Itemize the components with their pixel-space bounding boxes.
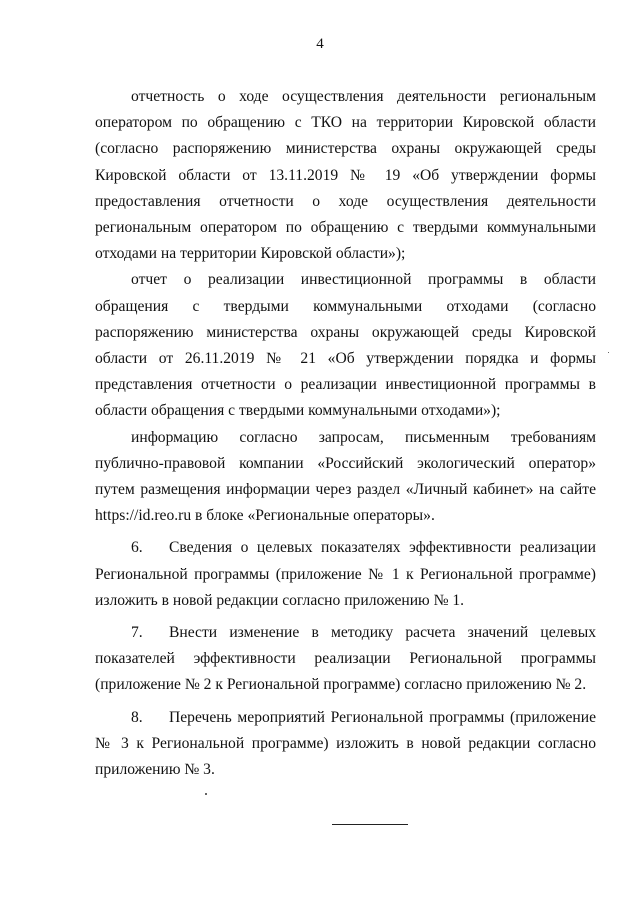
paragraph-investment-report: отчет о реализации инвестиционной программы в области обращения с твердыми коммунальными отходами (согласно распоряжению министерства охраны окружающей среды Кировской области от 26.11.2019 № 21 «Об утверждении порядка и формы представления отчетности о реализации инвестиционной программы в области обращения с твердыми коммунальными отходами»); — [95, 271, 596, 420]
list-item-number: 6. — [131, 539, 143, 557]
paragraph-reo-information: информацию согласно запросам, письменным требованиям публично-правовой компании «Российский экологический оператор» путем размещения информации через раздел «Личный кабинет» на сайте https://id.reo.ru в блоке «Региональные операторы». — [95, 428, 596, 525]
list-item-text: Сведения о целевых показателях эффективности реализации Региональной программы (приложение № 1 к Региональной программе) изложить в новой редакции согласно приложению № 1. — [95, 539, 596, 609]
end-of-document-rule — [332, 824, 408, 825]
list-item-6 — [95, 535, 596, 614]
document-body — [95, 84, 596, 783]
list-item-number: 8. — [131, 708, 143, 726]
list-item-text: Внести изменение в методику расчета значений целевых показателей эффективности реализации Региональной программы (приложение № 2 к Региональной программе) согласно приложению № 2. — [95, 624, 596, 694]
page-number: 4 — [316, 36, 324, 52]
scan-speck — [608, 352, 609, 353]
scan-speck — [205, 793, 207, 795]
list-item-8 — [95, 705, 596, 784]
paragraph-report-tko: отчетность о ходе осуществления деятельности региональным оператором по обращению с ТКО на территории Кировской области (согласно распоряжению министерства охраны окружающей среды Кировской области от 13.11.2019 № 19 «Об утверждении формы предоставления отчетности о ходе осуществления деятельности региональным оператором по обращению с твердыми коммунальными отходами на территории Кировской области»); — [95, 88, 596, 263]
list-item-text: Перечень мероприятий Региональной программы (приложение № 3 к Региональной программе) изложить в новой редакции согласно приложению № 3. — [95, 708, 596, 779]
list-item-7 — [95, 620, 596, 699]
list-item-number: 7. — [131, 624, 143, 642]
